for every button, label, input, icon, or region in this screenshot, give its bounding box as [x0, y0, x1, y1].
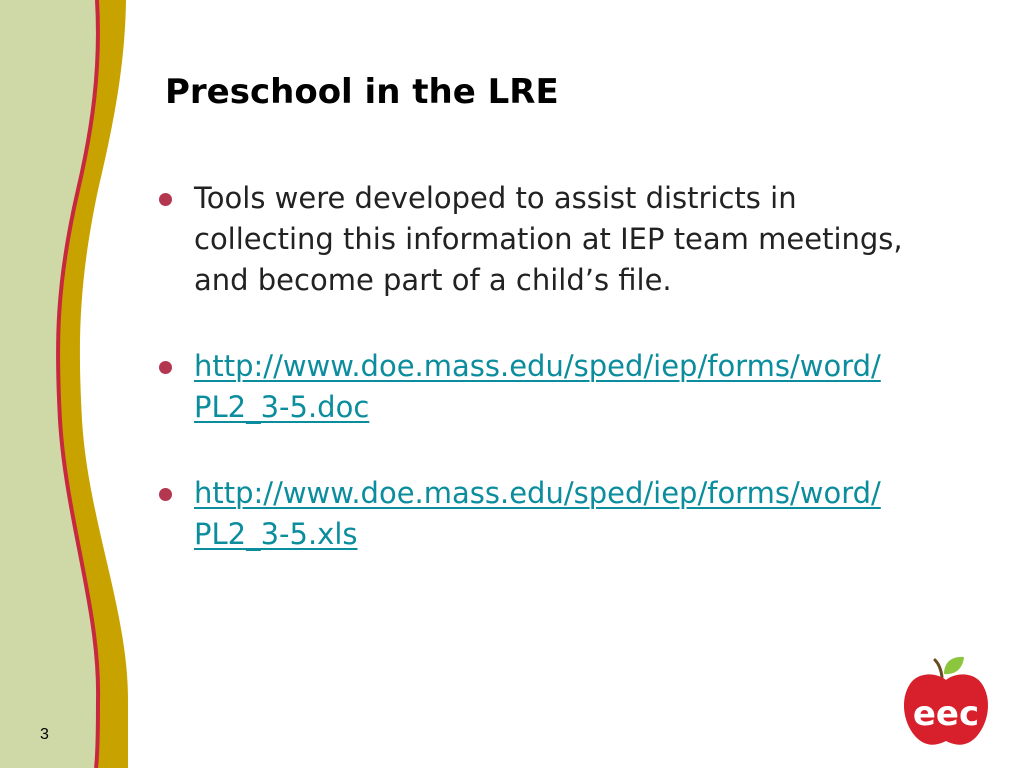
logo-text: eec	[912, 694, 980, 734]
bullet-list	[150, 178, 910, 555]
apple-logo-icon	[896, 654, 996, 750]
bullet-text: Tools were developed to assist districts in collecting this information at IEP team meetings, and become part of a child’s file.	[194, 181, 903, 297]
logo-stem	[935, 660, 942, 677]
bullet-dot-icon	[159, 488, 172, 501]
side-panel	[0, 0, 98, 768]
bullet-item-doc-link	[150, 346, 910, 428]
bullet-dot-icon	[159, 361, 172, 374]
xls-form-link[interactable]: http://www.doe.mass.edu/sped/iep/forms/word/PL2_3-5.xls	[194, 476, 881, 551]
doc-form-link[interactable]: http://www.doe.mass.edu/sped/iep/forms/word/PL2_3-5.doc	[194, 349, 881, 424]
bullet-item-xls-link	[150, 473, 910, 555]
page-number: 3	[40, 726, 49, 743]
logo-leaf	[944, 657, 964, 674]
slide-title: Preschool in the LRE	[165, 72, 559, 112]
left-wave-decoration	[0, 0, 140, 768]
bullet-item-tools	[150, 178, 910, 301]
bullet-dot-icon	[159, 193, 172, 206]
